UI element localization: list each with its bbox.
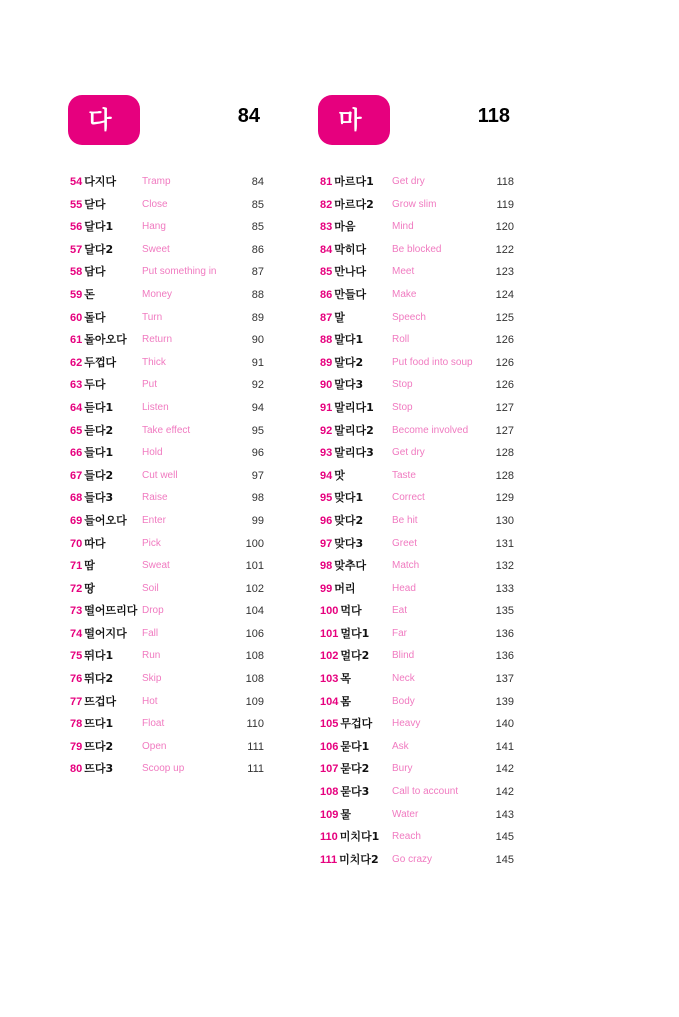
list-item xyxy=(70,397,264,420)
entry-translation: Cut well xyxy=(142,469,178,481)
entry-page: 124 xyxy=(495,288,514,301)
entry-number: 93 xyxy=(320,447,333,460)
entry-word: 말리다2 xyxy=(334,423,374,437)
entry-number: 111 xyxy=(320,853,338,866)
entry-word: 달다2 xyxy=(84,242,114,256)
list-item xyxy=(320,171,514,194)
entry-translation: Sweat xyxy=(142,560,170,572)
entry-word: 마르다2 xyxy=(334,197,374,211)
list-item xyxy=(320,442,514,465)
entry-translation: Grow slim xyxy=(392,198,437,210)
entry-page: 139 xyxy=(495,695,514,708)
entry-number: 88 xyxy=(320,334,333,347)
entry-translation: Put something in xyxy=(142,266,217,278)
list-item xyxy=(320,645,514,668)
list-item xyxy=(70,352,264,375)
entry-page: 110 xyxy=(246,718,264,731)
list-item xyxy=(320,216,514,239)
entry-word: 떨어지다 xyxy=(84,626,127,640)
entry-translation: Make xyxy=(392,288,417,300)
entry-translation: Stop xyxy=(392,379,413,391)
list-item xyxy=(320,781,514,804)
entry-translation: Put xyxy=(142,379,158,391)
list-item xyxy=(70,329,264,352)
entry-translation: Be blocked xyxy=(392,243,442,255)
entry-number: 105 xyxy=(320,718,339,731)
entry-word: 뛰다2 xyxy=(84,672,114,686)
entry-translation: Close xyxy=(142,198,168,210)
entry-word: 뜨다3 xyxy=(84,762,114,776)
entry-number: 92 xyxy=(320,424,333,437)
entry-page: 111 xyxy=(247,763,264,776)
list-item xyxy=(320,804,514,827)
entry-number: 99 xyxy=(320,582,333,595)
entry-translation: Drop xyxy=(142,605,164,617)
list-item xyxy=(70,645,264,668)
entry-word: 만나다 xyxy=(334,265,367,279)
entry-number: 61 xyxy=(70,334,83,347)
entry-number: 65 xyxy=(70,424,83,437)
entry-translation: Take effect xyxy=(142,424,191,436)
entry-translation: Blind xyxy=(392,650,415,662)
entry-word: 말다1 xyxy=(334,333,364,347)
entry-word: 묻다2 xyxy=(340,762,370,776)
entry-page: 85 xyxy=(251,221,264,234)
entry-word: 목 xyxy=(340,672,351,686)
entry-translation: Hold xyxy=(142,447,163,459)
list-item xyxy=(70,465,264,488)
entry-page: 145 xyxy=(495,831,514,844)
entry-translation: Taste xyxy=(392,469,416,481)
entry-word: 뜨다2 xyxy=(84,739,114,753)
entry-translation: Body xyxy=(392,695,415,707)
entry-translation: Correct xyxy=(392,492,425,504)
entry-page: 87 xyxy=(251,266,264,279)
list-item xyxy=(70,758,264,781)
list-item xyxy=(70,555,264,578)
entry-page: 126 xyxy=(495,356,514,369)
list-item xyxy=(320,691,514,714)
list-item xyxy=(320,736,514,759)
entry-page: 126 xyxy=(495,379,514,392)
entry-translation: Go crazy xyxy=(392,853,433,865)
entry-page: 101 xyxy=(245,560,264,573)
entry-page: 130 xyxy=(495,514,514,527)
entry-number: 96 xyxy=(320,514,333,527)
entry-page: 125 xyxy=(495,311,514,324)
entry-page: 85 xyxy=(251,198,264,211)
entry-page: 145 xyxy=(495,853,514,866)
list-item xyxy=(70,239,264,262)
entry-number: 85 xyxy=(320,266,333,279)
entry-page: 95 xyxy=(251,424,264,437)
entry-translation: Heavy xyxy=(392,718,421,730)
entry-word: 맛 xyxy=(334,468,345,482)
entry-number: 72 xyxy=(70,582,83,595)
entry-page: 89 xyxy=(251,311,264,324)
entry-translation: Roll xyxy=(392,334,410,346)
entry-word: 말 xyxy=(334,310,345,324)
entry-number: 66 xyxy=(70,447,83,460)
entry-word: 돈 xyxy=(84,287,95,301)
entry-page: 119 xyxy=(496,198,514,211)
entry-number: 71 xyxy=(70,560,83,573)
entry-page: 128 xyxy=(495,469,514,482)
entry-page: 94 xyxy=(251,401,264,414)
entry-page: 111 xyxy=(247,740,264,753)
entry-word: 두껍다 xyxy=(84,355,117,369)
list-item xyxy=(320,374,514,397)
list-item xyxy=(320,849,514,872)
entry-number: 80 xyxy=(70,763,83,776)
entry-number: 59 xyxy=(70,288,83,301)
entry-page: 86 xyxy=(251,243,264,256)
entry-word: 몸 xyxy=(340,694,351,708)
entry-number: 70 xyxy=(70,537,83,550)
entry-page: 122 xyxy=(495,243,514,256)
entry-number: 73 xyxy=(70,605,83,618)
entry-translation: Speech xyxy=(392,311,426,323)
entry-word: 묻다1 xyxy=(340,739,370,753)
entry-word: 멀다1 xyxy=(340,626,370,640)
entry-translation: Reach xyxy=(392,831,421,843)
list-item xyxy=(320,713,514,736)
entry-translation: Match xyxy=(392,560,420,572)
entry-number: 82 xyxy=(320,198,333,211)
list-item xyxy=(70,623,264,646)
entry-word: 땀 xyxy=(84,559,95,573)
entry-page: 133 xyxy=(495,582,514,595)
entry-number: 75 xyxy=(70,650,83,663)
entry-number: 63 xyxy=(70,379,83,392)
list-item xyxy=(70,578,264,601)
list-item xyxy=(320,533,514,556)
entry-word: 말리다3 xyxy=(334,446,374,460)
entry-word: 만들다 xyxy=(334,287,367,301)
entry-number: 76 xyxy=(70,673,83,686)
list-item xyxy=(70,736,264,759)
entry-translation: Thick xyxy=(142,356,166,368)
entry-number: 95 xyxy=(320,492,333,505)
entry-word: 뜨다1 xyxy=(84,717,114,731)
entry-number: 77 xyxy=(70,695,83,708)
entry-number: 87 xyxy=(320,311,333,324)
entry-translation: Bury xyxy=(392,763,413,775)
entry-page: 123 xyxy=(495,266,514,279)
list-item xyxy=(320,239,514,262)
list-item xyxy=(70,713,264,736)
entry-word: 마르다1 xyxy=(334,175,374,188)
entry-page: 140 xyxy=(495,718,514,731)
entry-translation: Stop xyxy=(392,401,413,413)
entry-list xyxy=(320,171,514,871)
list-item xyxy=(320,668,514,691)
entry-page: 118 xyxy=(496,176,514,188)
entry-translation: Soil xyxy=(142,582,159,594)
entry-number: 97 xyxy=(320,537,333,550)
entry-number: 101 xyxy=(320,627,339,640)
entry-translation: Enter xyxy=(142,514,166,526)
entry-word: 두다 xyxy=(84,378,106,392)
entry-word: 말다2 xyxy=(334,355,364,369)
entry-number: 74 xyxy=(70,627,83,640)
entry-page: 127 xyxy=(495,401,514,414)
entry-page: 99 xyxy=(251,514,264,527)
entry-page: 128 xyxy=(495,447,514,460)
entry-word: 무겁다 xyxy=(340,717,373,731)
entry-translation: Fall xyxy=(142,627,159,639)
list-item xyxy=(320,623,514,646)
list-item xyxy=(70,171,264,194)
list-item xyxy=(320,307,514,330)
entry-page: 141 xyxy=(495,740,514,753)
entry-word: 듣다1 xyxy=(84,400,114,414)
entry-word: 맞다2 xyxy=(334,513,364,527)
entry-number: 54 xyxy=(70,176,83,188)
list-item xyxy=(320,420,514,443)
entry-word: 맞다3 xyxy=(334,536,364,550)
entry-number: 108 xyxy=(320,786,339,799)
entry-page: 98 xyxy=(251,492,264,505)
entry-page: 126 xyxy=(495,334,514,347)
entry-translation: Call to account xyxy=(392,786,459,798)
entry-translation: Money xyxy=(142,288,173,300)
entry-page: 137 xyxy=(495,673,514,686)
entry-translation: Get dry xyxy=(392,176,425,187)
list-item xyxy=(320,397,514,420)
entry-page: 143 xyxy=(495,808,514,821)
list-item xyxy=(320,284,514,307)
entry-word: 들다1 xyxy=(84,446,114,460)
entry-number: 109 xyxy=(320,808,339,821)
entry-translation: Hot xyxy=(142,695,158,707)
entry-translation: Mind xyxy=(392,221,414,233)
list-item xyxy=(320,510,514,533)
entry-number: 100 xyxy=(320,605,339,618)
entry-word: 마음 xyxy=(334,220,356,234)
entry-translation: Open xyxy=(142,740,167,752)
entry-word: 들다2 xyxy=(84,468,114,482)
entry-number: 64 xyxy=(70,401,83,414)
entry-translation: Put food into soup xyxy=(392,356,473,368)
entry-number: 106 xyxy=(320,740,339,753)
entry-translation: Be hit xyxy=(392,514,418,526)
entry-word: 맞추다 xyxy=(334,559,367,573)
entry-word: 막히다 xyxy=(334,242,367,256)
entry-number: 62 xyxy=(70,356,83,369)
entry-page: 104 xyxy=(245,605,264,618)
entry-word: 미치다2 xyxy=(339,852,379,866)
entry-number: 78 xyxy=(70,718,83,731)
entry-word: 맞다1 xyxy=(334,491,364,505)
entry-number: 81 xyxy=(320,176,333,188)
list-item xyxy=(320,194,514,217)
list-item xyxy=(320,826,514,849)
entry-list xyxy=(70,171,264,781)
entry-word: 들다3 xyxy=(84,491,114,505)
entry-page: 142 xyxy=(495,763,514,776)
entry-number: 55 xyxy=(70,198,83,211)
entry-translation: Hang xyxy=(142,221,166,233)
entry-number: 57 xyxy=(70,243,83,256)
entry-page: 100 xyxy=(245,537,264,550)
entry-word: 말다3 xyxy=(334,378,364,392)
entry-page: 96 xyxy=(251,447,264,460)
entry-page: 120 xyxy=(495,221,514,234)
list-item xyxy=(320,329,514,352)
entry-translation: Return xyxy=(142,334,173,346)
entry-word: 달다1 xyxy=(84,220,114,234)
entry-page: 136 xyxy=(495,650,514,663)
entry-translation: Raise xyxy=(142,492,168,504)
entry-number: 60 xyxy=(70,311,83,324)
list-item xyxy=(320,758,514,781)
entry-number: 110 xyxy=(320,831,338,844)
list-item xyxy=(320,465,514,488)
entry-translation: Run xyxy=(142,650,161,662)
list-item xyxy=(320,555,514,578)
entry-word: 떨어뜨리다 xyxy=(84,604,138,618)
entry-word: 물 xyxy=(340,807,351,821)
entry-word: 돌다 xyxy=(84,310,106,324)
entry-translation: Listen xyxy=(142,401,169,413)
section-page-number: 84 xyxy=(237,105,260,127)
entry-translation: Meet xyxy=(392,266,415,278)
entry-translation: Float xyxy=(142,718,165,730)
list-item xyxy=(70,307,264,330)
entry-word: 땅 xyxy=(84,581,95,595)
list-item xyxy=(70,668,264,691)
list-item xyxy=(70,284,264,307)
entry-word: 먹다 xyxy=(340,604,362,618)
entry-page: 91 xyxy=(251,356,264,369)
entry-word: 뜨겁다 xyxy=(84,694,117,708)
entry-page: 132 xyxy=(495,560,514,573)
list-item xyxy=(70,487,264,510)
list-item xyxy=(70,216,264,239)
entry-page: 131 xyxy=(495,537,514,550)
entry-translation: Become involved xyxy=(392,424,469,436)
entry-number: 58 xyxy=(70,266,83,279)
list-item xyxy=(320,352,514,375)
list-item xyxy=(70,510,264,533)
entry-word: 말리다1 xyxy=(334,400,374,414)
entry-page: 136 xyxy=(495,627,514,640)
list-item xyxy=(70,691,264,714)
entry-translation: Neck xyxy=(392,673,415,685)
entry-word: 미치다1 xyxy=(339,830,380,844)
list-item xyxy=(70,442,264,465)
entry-number: 56 xyxy=(70,221,83,234)
entry-translation: Pick xyxy=(142,537,161,549)
list-item xyxy=(320,487,514,510)
entry-translation: Ask xyxy=(392,740,409,752)
entry-page: 106 xyxy=(245,627,264,640)
entry-page: 90 xyxy=(251,334,264,347)
entry-number: 89 xyxy=(320,356,333,369)
entry-page: 84 xyxy=(251,176,264,188)
entry-translation: Sweet xyxy=(142,243,170,255)
entry-number: 107 xyxy=(320,763,339,776)
entry-word: 돌아오다 xyxy=(84,333,127,347)
entry-translation: Greet xyxy=(392,537,418,549)
entry-word: 따다 xyxy=(84,536,106,550)
entry-number: 83 xyxy=(320,221,333,234)
entry-number: 84 xyxy=(320,243,333,256)
entry-number: 103 xyxy=(320,673,339,686)
entry-number: 68 xyxy=(70,492,83,505)
entry-number: 91 xyxy=(320,401,333,414)
list-item xyxy=(70,194,264,217)
entry-page: 142 xyxy=(495,786,514,799)
entry-translation: Skip xyxy=(142,673,162,685)
entry-word: 다지다 xyxy=(84,175,117,188)
entry-number: 67 xyxy=(70,469,83,482)
entry-page: 97 xyxy=(251,469,264,482)
section-tab-letter: 마 xyxy=(338,106,362,134)
list-item xyxy=(70,533,264,556)
entry-translation: Tramp xyxy=(142,176,171,187)
list-item xyxy=(70,600,264,623)
entry-word: 머리 xyxy=(334,581,356,595)
entry-page: 108 xyxy=(245,650,264,663)
list-item xyxy=(320,261,514,284)
entry-translation: Far xyxy=(392,627,407,639)
entry-page: 102 xyxy=(245,582,264,595)
entry-number: 86 xyxy=(320,288,333,301)
entry-translation: Get dry xyxy=(392,447,425,459)
entry-page: 127 xyxy=(495,424,514,437)
entry-page: 108 xyxy=(245,673,264,686)
entry-translation: Eat xyxy=(392,605,408,617)
entry-word: 닫다 xyxy=(84,197,106,211)
entry-page: 129 xyxy=(495,492,514,505)
entry-word: 듣다2 xyxy=(84,423,114,437)
section-tab-letter: 다 xyxy=(88,106,112,134)
list-item xyxy=(70,420,264,443)
entry-word: 뛰다1 xyxy=(84,649,114,663)
entry-page: 135 xyxy=(495,605,514,618)
entry-number: 79 xyxy=(70,740,83,753)
entry-number: 102 xyxy=(320,650,339,663)
entry-number: 104 xyxy=(320,695,339,708)
list-item xyxy=(320,600,514,623)
entry-word: 들어오다 xyxy=(84,513,127,527)
entry-translation: Scoop up xyxy=(142,763,185,775)
entry-word: 담다 xyxy=(84,265,106,279)
entry-word: 묻다3 xyxy=(340,785,370,799)
entry-page: 92 xyxy=(251,379,264,392)
entry-translation: Water xyxy=(392,808,419,820)
list-item xyxy=(70,261,264,284)
entry-number: 98 xyxy=(320,560,333,573)
list-item xyxy=(70,374,264,397)
entry-translation: Head xyxy=(392,582,416,594)
entry-page: 88 xyxy=(251,288,264,301)
entry-number: 90 xyxy=(320,379,333,392)
list-item xyxy=(320,578,514,601)
entry-number: 94 xyxy=(320,469,333,482)
section-page-number: 118 xyxy=(477,105,510,127)
entry-number: 69 xyxy=(70,514,83,527)
entry-word: 멀다2 xyxy=(340,649,370,663)
entry-translation: Turn xyxy=(142,311,163,323)
entry-page: 109 xyxy=(245,695,264,708)
